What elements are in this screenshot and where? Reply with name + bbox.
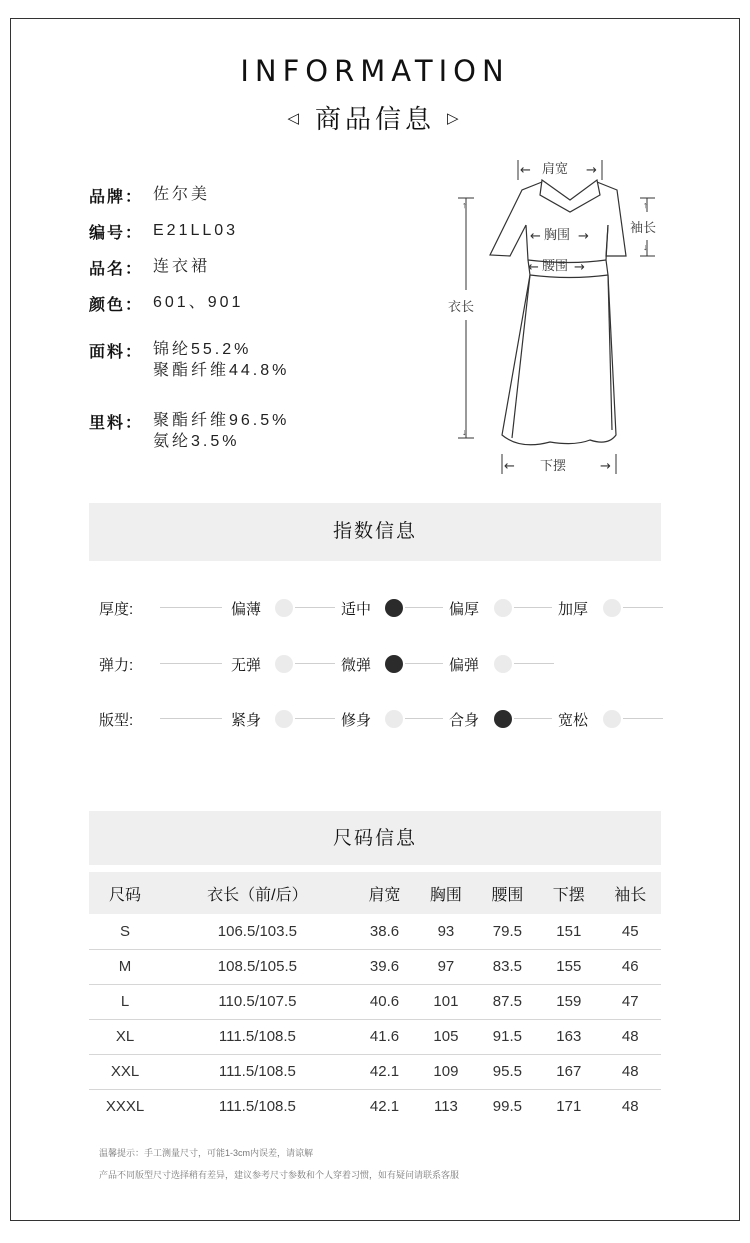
index-option: 修身 bbox=[341, 712, 372, 729]
chest-arrow-left: ← bbox=[530, 229, 541, 244]
size-cell: 111.5/108.5 bbox=[161, 1019, 354, 1054]
index-line bbox=[295, 663, 335, 664]
index-line bbox=[623, 607, 663, 608]
index-dot-selected bbox=[385, 599, 403, 617]
size-cell: 163 bbox=[538, 1019, 599, 1054]
index-option: 加厚 bbox=[558, 601, 589, 618]
size-header-cell: 衣长（前/后） bbox=[161, 872, 354, 914]
note-measurement: 温馨提示：手工测量尺寸，可能1-3cm内误差，请谅解 bbox=[99, 1148, 314, 1158]
size-cell: 46 bbox=[600, 949, 661, 984]
index-option: 偏厚 bbox=[449, 601, 480, 618]
waist-arrow-left: ← bbox=[528, 260, 539, 275]
arrow-left-icon: ◁ bbox=[287, 109, 303, 127]
index-line bbox=[514, 607, 552, 608]
brand-label: 品牌： bbox=[89, 189, 144, 206]
code-value: E21LL03 bbox=[153, 222, 239, 239]
index-line bbox=[514, 718, 552, 719]
index-label: 版型: bbox=[99, 712, 134, 729]
fabric-value-1: 锦纶55.2% bbox=[153, 341, 252, 358]
size-cell: 167 bbox=[538, 1054, 599, 1089]
size-cell: 42.1 bbox=[354, 1054, 415, 1089]
index-row-fit bbox=[0, 707, 750, 731]
size-cell: XL bbox=[89, 1019, 161, 1054]
index-dot-selected bbox=[494, 710, 512, 728]
lining-value-2: 氨纶3.5% bbox=[153, 433, 240, 450]
sleeve-arrow-down: ↓ bbox=[643, 242, 648, 252]
size-cell: 99.5 bbox=[492, 1098, 522, 1116]
index-line bbox=[514, 663, 554, 664]
index-line bbox=[405, 663, 443, 664]
index-line bbox=[295, 718, 335, 719]
size-cell: 101 bbox=[415, 984, 476, 1019]
title-chinese bbox=[0, 99, 750, 136]
size-header-cell: 袖长 bbox=[600, 872, 661, 914]
index-dot bbox=[494, 599, 512, 617]
size-cell: 83.5 bbox=[477, 949, 538, 984]
size-cell: XXXL bbox=[105, 1098, 145, 1116]
size-cell: 45 bbox=[600, 914, 661, 949]
size-cell: 93 bbox=[415, 914, 476, 949]
size-table-header bbox=[89, 872, 661, 914]
chest-label: 胸围 bbox=[544, 228, 571, 243]
size-cell: 95.5 bbox=[477, 1054, 538, 1089]
index-option: 宽松 bbox=[558, 712, 589, 729]
length-arrow-down: ↓ bbox=[462, 427, 467, 437]
size-cell: 111.5/108.5 bbox=[161, 1054, 354, 1089]
note-size-advice: 产品不同版型尺寸选择稍有差异，建议参考尺寸参数和个人穿着习惯，如有疑问请联系客服 bbox=[99, 1170, 460, 1180]
info-name bbox=[89, 256, 210, 279]
size-cell: 97 bbox=[415, 949, 476, 984]
arrow-right-icon: ▷ bbox=[447, 109, 463, 127]
index-label: 弹力: bbox=[99, 657, 134, 674]
size-cell: 113 bbox=[433, 1098, 458, 1116]
size-cell: 48 bbox=[600, 1054, 661, 1089]
index-option: 微弹 bbox=[341, 657, 372, 674]
size-header-cell: 尺码 bbox=[89, 872, 161, 914]
table-row bbox=[89, 949, 661, 984]
size-cell: 41.6 bbox=[354, 1019, 415, 1054]
hem-arrow-right: → bbox=[600, 459, 611, 474]
index-option: 合身 bbox=[449, 712, 480, 729]
title-chinese-text: 商品信息 bbox=[314, 105, 435, 135]
index-line bbox=[623, 718, 663, 719]
table-row bbox=[89, 1089, 661, 1124]
size-section-title: 尺码信息 bbox=[89, 811, 661, 865]
shoulder-arrow-right: → bbox=[586, 163, 597, 178]
index-row-elasticity bbox=[0, 652, 750, 676]
size-cell: 47 bbox=[600, 984, 661, 1019]
size-header-cell: 下摆 bbox=[538, 872, 599, 914]
code-label: 编号： bbox=[89, 225, 144, 242]
index-line bbox=[160, 718, 222, 719]
length-label: 衣长 bbox=[448, 300, 475, 315]
index-section-title: 指数信息 bbox=[89, 503, 661, 561]
shoulder-arrow-left: ← bbox=[520, 163, 531, 178]
lining-label: 里料： bbox=[89, 415, 144, 432]
size-cell: 105 bbox=[415, 1019, 476, 1054]
sleeve-arrow-up: ↑ bbox=[643, 200, 648, 210]
size-header-cell: 腰围 bbox=[477, 872, 538, 914]
fabric-value-2: 聚酯纤维44.8% bbox=[153, 362, 290, 379]
size-cell: 106.5/103.5 bbox=[161, 914, 354, 949]
index-line bbox=[160, 607, 222, 608]
size-cell: XXL bbox=[89, 1054, 161, 1089]
size-cell: 38.6 bbox=[354, 914, 415, 949]
index-dot bbox=[385, 710, 403, 728]
size-cell: 79.5 bbox=[477, 914, 538, 949]
index-line bbox=[160, 663, 222, 664]
index-dot bbox=[603, 599, 621, 617]
size-cell: 109 bbox=[415, 1054, 476, 1089]
index-dot bbox=[494, 655, 512, 673]
index-row-thickness bbox=[0, 596, 750, 620]
table-row bbox=[89, 914, 661, 949]
index-label: 厚度: bbox=[99, 601, 134, 618]
size-cell: 48 bbox=[621, 1098, 639, 1116]
index-dot-selected bbox=[385, 655, 403, 673]
waist-label: 腰围 bbox=[542, 259, 569, 274]
fabric-label: 面料： bbox=[89, 344, 144, 361]
table-row bbox=[89, 1019, 661, 1054]
size-cell: 48 bbox=[600, 1019, 661, 1054]
size-cell: M bbox=[89, 949, 161, 984]
size-cell: 39.6 bbox=[354, 949, 415, 984]
index-dot bbox=[275, 710, 293, 728]
index-option: 紧身 bbox=[231, 712, 262, 729]
info-color bbox=[89, 292, 243, 315]
size-cell: 111.5/108.5 bbox=[218, 1098, 296, 1116]
sleeve-label: 袖长 bbox=[630, 221, 657, 236]
size-cell: 159 bbox=[538, 984, 599, 1019]
table-row bbox=[89, 1054, 661, 1089]
dress-measurement-diagram bbox=[440, 150, 680, 490]
size-table bbox=[89, 872, 661, 1124]
index-line bbox=[405, 718, 443, 719]
info-code bbox=[89, 220, 238, 243]
title-english: INFORMATION bbox=[240, 54, 510, 88]
brand-value: 佐尔美 bbox=[153, 186, 211, 203]
shoulder-label: 肩宽 bbox=[542, 162, 569, 177]
length-arrow-up: ↑ bbox=[462, 200, 467, 210]
hem-arrow-left: ← bbox=[504, 459, 515, 474]
name-label: 品名： bbox=[89, 261, 144, 278]
index-dot bbox=[603, 710, 621, 728]
info-fabric bbox=[89, 339, 289, 381]
size-cell: 108.5/105.5 bbox=[161, 949, 354, 984]
size-cell: S bbox=[89, 914, 161, 949]
index-option: 无弹 bbox=[231, 657, 262, 674]
size-cell: 87.5 bbox=[477, 984, 538, 1019]
color-label: 颜色： bbox=[89, 297, 144, 314]
index-line bbox=[405, 607, 443, 608]
size-cell: 110.5/107.5 bbox=[161, 984, 354, 1019]
dress-outline bbox=[490, 180, 626, 445]
index-dot bbox=[275, 599, 293, 617]
info-brand bbox=[89, 184, 210, 207]
table-row bbox=[89, 984, 661, 1019]
size-cell: 42.1 bbox=[369, 1098, 400, 1116]
size-header-cell: 胸围 bbox=[415, 872, 476, 914]
index-option: 适中 bbox=[341, 601, 372, 618]
size-cell: 171 bbox=[556, 1098, 582, 1116]
index-option: 偏弹 bbox=[449, 657, 480, 674]
size-cell: 40.6 bbox=[354, 984, 415, 1019]
hem-label: 下摆 bbox=[540, 459, 567, 474]
lining-value-1: 聚酯纤维96.5% bbox=[153, 412, 290, 429]
waist-arrow-right: → bbox=[574, 260, 585, 275]
chest-arrow-right: → bbox=[578, 229, 589, 244]
size-cell: 151 bbox=[538, 914, 599, 949]
index-line bbox=[295, 607, 335, 608]
color-value: 601、901 bbox=[153, 294, 244, 311]
name-value: 连衣裙 bbox=[153, 258, 211, 275]
size-cell: 155 bbox=[538, 949, 599, 984]
index-dot bbox=[275, 655, 293, 673]
size-cell: 91.5 bbox=[477, 1019, 538, 1054]
index-option: 偏薄 bbox=[231, 601, 262, 618]
info-lining bbox=[89, 410, 289, 452]
size-cell: L bbox=[89, 984, 161, 1019]
size-header-cell: 肩宽 bbox=[354, 872, 415, 914]
